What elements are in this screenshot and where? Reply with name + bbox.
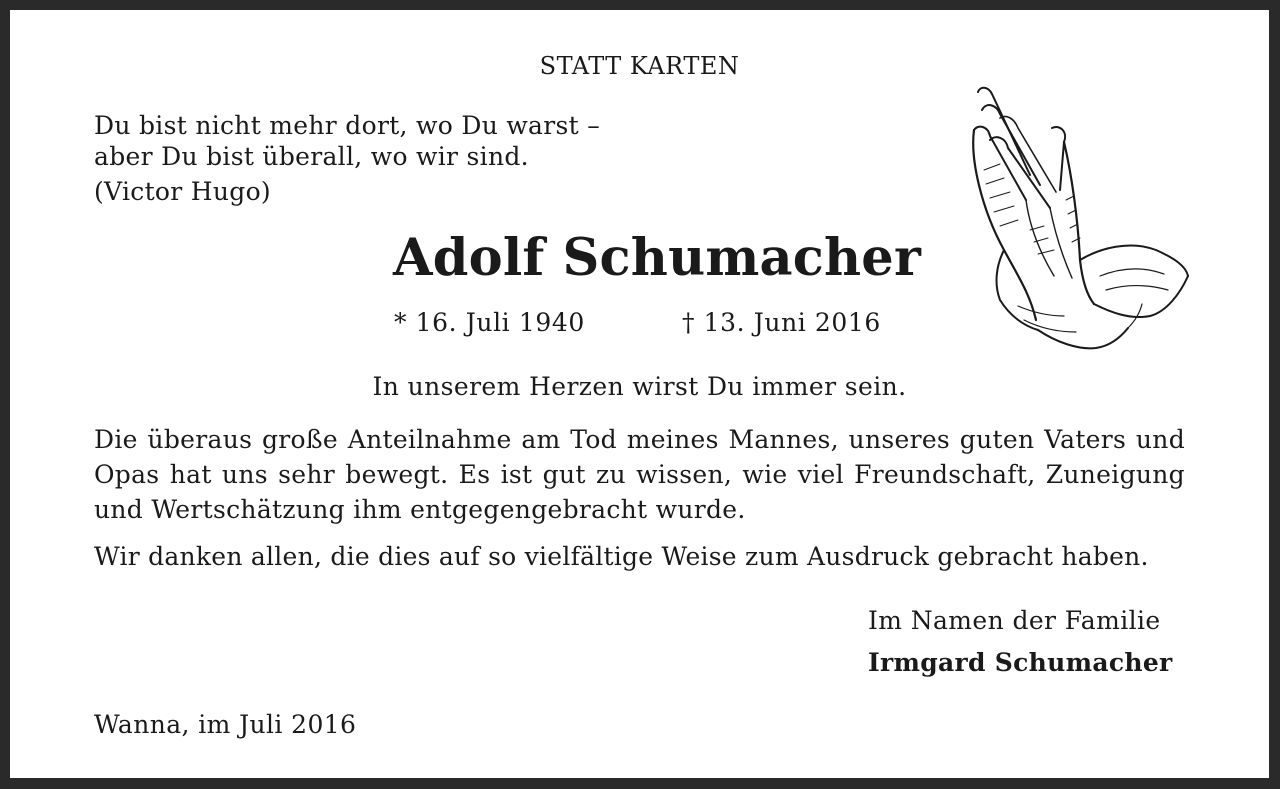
family-line: Im Namen der Familie [868,606,1161,635]
header-statt-karten: STATT KARTEN [539,52,740,80]
death-date: † 13. Juni 2016 [682,308,881,337]
praying-hands-icon [960,80,1190,355]
deceased-name: Adolf Schumacher [393,228,922,288]
gratitude-paragraph: Die überaus große Anteilnahme am Tod meines Mannes, unseres guten Vaters und Opas hat uns sehr bewegt. Es ist gut zu wissen, wie viel Freundschaft, Zuneigung und Wertschätzung ihm entgegengebracht wurde. [94,425,1185,524]
quote-block [94,110,600,207]
quote-line-2: aber Du bist überall, wo wir sind. [94,142,529,171]
thanks-line: Wir danken allen, die dies auf so vielfältige Weise zum Ausdruck gebracht haben. [94,542,1149,571]
quote-line-1: Du bist nicht mehr dort, wo Du warst – [94,111,601,140]
obituary-card [10,10,1269,778]
place-date: Wanna, im Juli 2016 [94,710,357,739]
signer-name: Irmgard Schumacher [868,648,1173,677]
birth-date: * 16. Juli 1940 [394,308,585,337]
quote-author: (Victor Hugo) [94,177,271,206]
heart-line: In unserem Herzen wirst Du immer sein. [372,372,907,401]
